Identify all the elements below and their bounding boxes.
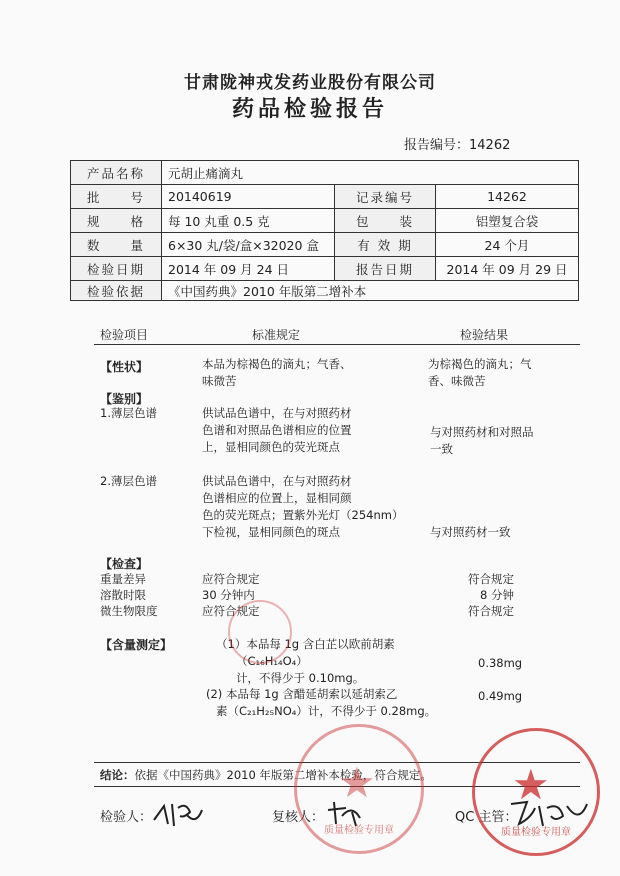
character-std-1: 本品为棕褐色的滴丸；气香、	[202, 357, 352, 371]
package-value: 铝塑复合袋	[436, 209, 579, 233]
basis-value: 《中国药典》2010 年版第二增补本	[162, 281, 579, 301]
ident2-std-2: 色谱相应的位置上，显相同颜	[202, 491, 352, 505]
company-name: 甘肃陇神戎发药业股份有限公司	[184, 73, 436, 93]
ident1-res-1: 与对照药材和对照品	[430, 425, 534, 439]
header-item: 检验项目	[100, 328, 149, 342]
inspection-name-3: 微生物限度	[100, 604, 158, 618]
character-std-2: 味微苦	[202, 374, 237, 388]
ident1-name: 1.薄层色谱	[100, 406, 157, 420]
qc-label: QC 主管：	[455, 810, 518, 825]
quantity-value: 6×30 丸/袋/盒×32020 盒	[162, 233, 335, 257]
ident1-std-3: 上，显相同颜色的荧光斑点	[202, 440, 340, 454]
assay-std-2b: 素（C₂₁H₂₅NO₄）计，不得少于 0.28mg。	[216, 704, 437, 718]
record-no-label: 记录编号	[335, 185, 436, 209]
ident1-std-2: 色谱和对照品色谱相应的位置	[202, 423, 352, 437]
package-label: 包 装	[335, 209, 436, 233]
ident2-std-3: 色的荧光斑点；置紫外光灯（254nm）	[202, 508, 404, 522]
assay-std-1a: （1）本品每 1g 含白芷以欧前胡素	[216, 637, 395, 651]
stamp-center-text: 质量检验专用章	[324, 825, 394, 836]
test-date-label: 检验日期	[71, 257, 162, 281]
inspection-std-3: 应符合规定	[202, 604, 260, 618]
conclusion-value: 依据《中国药典》2010 年版第二增补本检验，符合规定。	[134, 768, 432, 782]
inspector-label: 检验人：	[100, 810, 153, 825]
assay-std-2a: (2) 本品每 1g 含醋延胡索以延胡索乙	[206, 687, 398, 701]
assay-std-1b: （C₁₆H₁₄O₄）	[236, 654, 308, 668]
section-inspection: 【检查】	[100, 557, 149, 571]
character-res-2: 香、味微苦	[428, 374, 486, 388]
inspection-name-2: 溶散时限	[100, 588, 146, 602]
stamp-right-text: 质量检验专用章	[501, 827, 571, 838]
header-result: 检验结果	[460, 328, 509, 342]
assay-std-1c: 计，不得少于 0.10mg。	[236, 671, 365, 685]
report-date-label: 报告日期	[335, 257, 436, 281]
ident2-name: 2.薄层色谱	[100, 474, 157, 488]
quantity-label: 数 量	[71, 233, 162, 257]
ident2-res-1: 与对照药材一致	[430, 525, 511, 539]
ident2-std-4: 下检视，显相同颜色的斑点	[202, 525, 340, 539]
ident1-res-2: 一致	[430, 442, 453, 456]
product-name-label: 产品名称	[71, 161, 162, 185]
report-date-value: 2014 年 09 月 29 日	[436, 257, 579, 281]
report-title: 药品检验报告	[231, 97, 388, 122]
inspection-res-3: 符合规定	[468, 604, 514, 618]
basis-label: 检验依据	[71, 281, 162, 301]
inspection-res-2: 8 分钟	[480, 588, 514, 602]
ident1-std-1: 供试品色谱中，在与对照药材	[202, 406, 352, 420]
product-info-table	[70, 160, 579, 301]
report-number-value: 14262	[469, 138, 511, 153]
character-res-1: 为棕褐色的滴丸；气	[428, 357, 532, 371]
assay-res-2: 0.49mg	[478, 689, 523, 703]
inspector-signature	[150, 796, 206, 832]
conclusion-label: 结论：	[100, 768, 135, 782]
inspection-std-1: 应符合规定	[202, 572, 260, 586]
report-number	[404, 134, 510, 153]
ident2-std-1: 供试品色谱中，在与对照药材	[202, 474, 352, 488]
stamp-center-star-icon: ★	[338, 758, 376, 807]
validity-value: 24 个月	[436, 233, 579, 257]
record-no-value: 14262	[436, 185, 579, 209]
reviewer-label: 复核人：	[272, 810, 325, 825]
quality-stamp-faint	[228, 600, 292, 664]
batch-label: 批 号	[71, 185, 162, 209]
inspection-std-2: 30 分钟内	[202, 588, 255, 602]
spec-label: 规 格	[71, 209, 162, 233]
section-assay: 【含量测定】	[100, 638, 173, 652]
inspection-res-1: 符合规定	[468, 572, 514, 586]
header-standard: 标准规定	[252, 328, 301, 342]
section-character: 【性状】	[100, 360, 149, 374]
assay-res-1: 0.38mg	[478, 656, 523, 670]
validity-label: 有 效 期	[335, 233, 436, 257]
section-identification: 【鉴别】	[100, 392, 149, 406]
stamp-right-star-icon: ★	[512, 760, 550, 809]
product-name-value: 元胡止痛滴丸	[162, 161, 579, 185]
spec-value: 每 10 丸重 0.5 克	[162, 209, 335, 233]
test-date-value: 2014 年 09 月 24 日	[162, 257, 335, 281]
inspection-name-1: 重量差异	[100, 572, 146, 586]
report-number-label: 报告编号：	[404, 138, 470, 153]
header-rule	[94, 344, 580, 345]
batch-value: 20140619	[162, 185, 335, 209]
